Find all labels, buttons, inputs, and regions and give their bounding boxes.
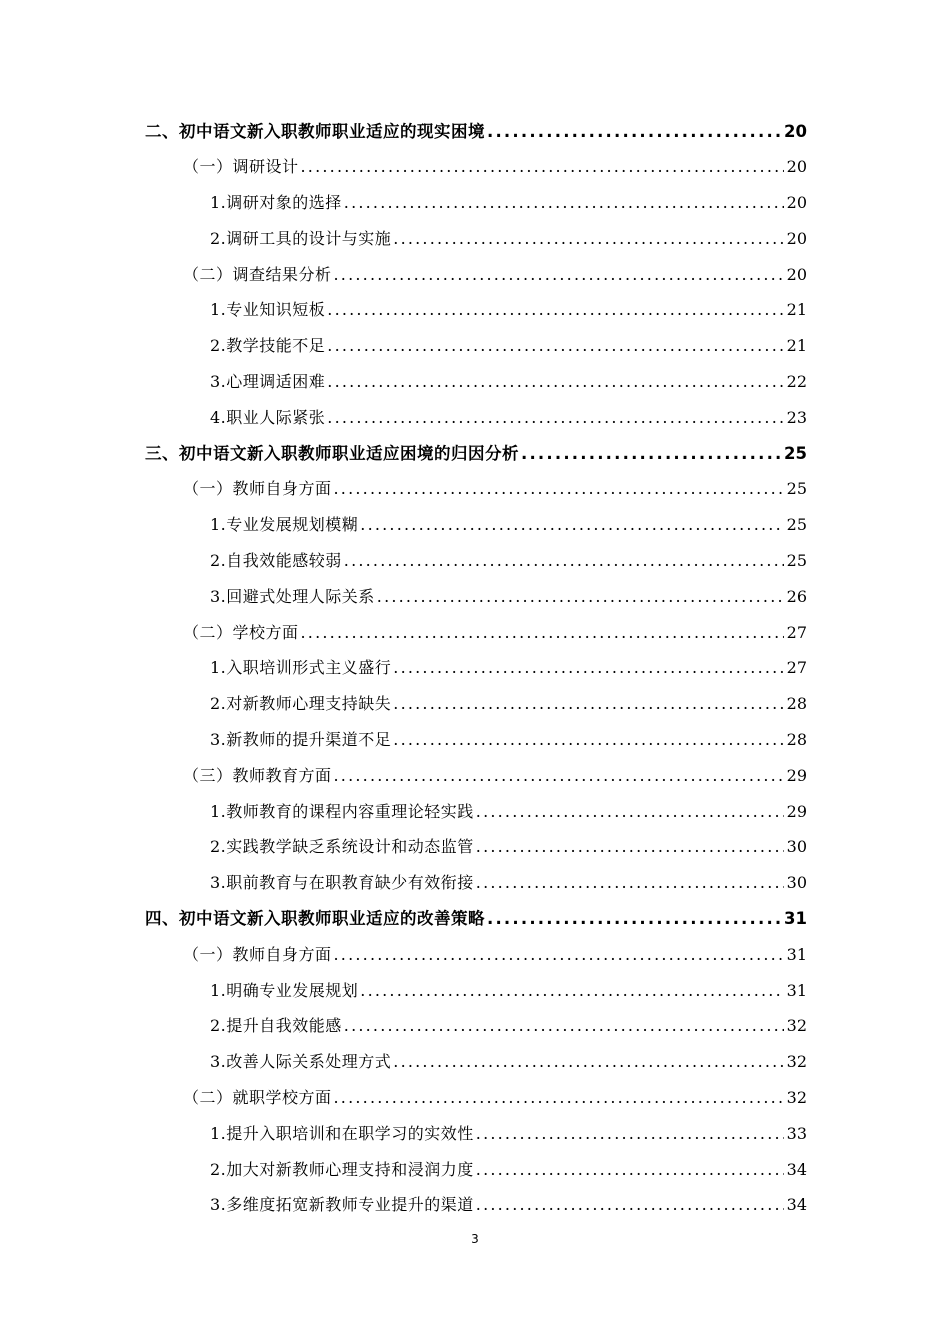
toc-dot-leader	[327, 408, 783, 427]
toc-entry-title: （一）调研设计	[183, 157, 299, 177]
toc-dot-leader	[476, 1124, 784, 1143]
toc-entry-page: 20	[786, 264, 807, 284]
toc-entry-page: 31	[786, 980, 807, 1000]
toc-entry-page: 29	[786, 801, 807, 821]
toc-entry-title: 2.对新教师心理支持缺失	[210, 694, 392, 714]
toc-dot-leader	[393, 229, 783, 248]
toc-entry-content	[210, 548, 807, 571]
toc-entry-title: 1.教师教育的课程内容重理论轻实践	[210, 801, 474, 821]
toc-entry-content	[183, 1085, 807, 1108]
toc-section-entry[interactable]	[0, 613, 950, 649]
toc-subsection-entry[interactable]	[0, 363, 950, 399]
toc-dot-leader	[334, 1088, 784, 1107]
toc-section-entry[interactable]	[0, 756, 950, 792]
toc-entry-page: 29	[786, 765, 807, 785]
toc-entry-page: 25	[784, 444, 807, 464]
toc-entry-title: （三）教师教育方面	[183, 765, 332, 785]
toc-dot-leader	[476, 1195, 784, 1214]
toc-entry-title: 3.多维度拓宽新教师专业提升的渠道	[210, 1195, 474, 1215]
toc-entry-content	[210, 333, 807, 356]
toc-entry-title: 4.职业人际紧张	[210, 407, 326, 427]
toc-subsection-entry[interactable]	[0, 721, 950, 757]
toc-subsection-entry[interactable]	[0, 542, 950, 578]
toc-entry-content	[210, 655, 807, 678]
toc-dot-leader	[327, 372, 783, 391]
toc-entry-page: 25	[786, 479, 807, 499]
toc-dot-leader	[393, 730, 783, 749]
toc-section-entry[interactable]	[0, 1079, 950, 1115]
toc-subsection-entry[interactable]	[0, 219, 950, 255]
toc-dot-leader	[360, 981, 783, 1000]
toc-entry-title: 2.自我效能感较弱	[210, 550, 342, 570]
toc-entry-content	[145, 118, 807, 142]
toc-dot-leader	[334, 766, 784, 785]
toc-entry-page: 27	[786, 658, 807, 678]
toc-entry-page: 32	[786, 1052, 807, 1072]
toc-subsection-entry[interactable]	[0, 577, 950, 613]
toc-entry-content	[210, 1192, 807, 1215]
toc-dot-leader	[476, 873, 784, 892]
toc-entry-content	[210, 512, 807, 535]
toc-dot-leader	[521, 444, 781, 463]
toc-subsection-entry[interactable]	[0, 792, 950, 828]
toc-entry-content	[210, 190, 807, 213]
toc-entry-page: 30	[786, 873, 807, 893]
toc-subsection-entry[interactable]	[0, 506, 950, 542]
toc-dot-leader	[301, 157, 784, 176]
toc-entry-title: 2.调研工具的设计与实施	[210, 228, 392, 248]
toc-entry-content	[210, 226, 807, 249]
toc-entry-page: 26	[786, 586, 807, 606]
toc-subsection-entry[interactable]	[0, 1186, 950, 1222]
toc-entry-content	[183, 262, 807, 285]
toc-entry-content	[210, 691, 807, 714]
toc-entry-page: 28	[786, 729, 807, 749]
toc-entry-title: 3.回避式处理人际关系	[210, 586, 375, 606]
toc-dot-leader	[377, 587, 784, 606]
toc-entry-page: 34	[786, 1195, 807, 1215]
toc-subsection-entry[interactable]	[0, 649, 950, 685]
toc-entry-page: 23	[786, 407, 807, 427]
toc-entry-title: 1.调研对象的选择	[210, 192, 342, 212]
toc-entry-page: 25	[786, 550, 807, 570]
toc-entry-title: 1.专业发展规划模糊	[210, 515, 359, 535]
toc-chapter-entry[interactable]	[0, 900, 950, 936]
toc-entry-title: 二、初中语文新入职教师职业适应的现实困境	[145, 121, 485, 141]
toc-entry-title: （一）教师自身方面	[183, 479, 332, 499]
toc-subsection-entry[interactable]	[0, 1007, 950, 1043]
toc-entry-content	[145, 440, 807, 464]
toc-entry-page: 28	[786, 694, 807, 714]
toc-entry-page: 33	[786, 1123, 807, 1143]
toc-dot-leader	[487, 122, 781, 141]
toc-entry-content	[183, 476, 807, 499]
toc-section-entry[interactable]	[0, 255, 950, 291]
toc-entry-title: （一）教师自身方面	[183, 944, 332, 964]
toc-dot-leader	[327, 300, 783, 319]
toc-entry-content	[145, 905, 807, 929]
toc-entry-content	[210, 727, 807, 750]
toc-entry-page: 20	[786, 157, 807, 177]
toc-entry-page: 20	[786, 228, 807, 248]
toc-dot-leader	[393, 1052, 783, 1071]
toc-subsection-entry[interactable]	[0, 184, 950, 220]
toc-subsection-entry[interactable]	[0, 685, 950, 721]
toc-entry-content	[210, 297, 807, 320]
toc-entry-title: （二）就职学校方面	[183, 1087, 332, 1107]
toc-dot-leader	[476, 802, 784, 821]
toc-entry-page: 34	[786, 1159, 807, 1179]
toc-subsection-entry[interactable]	[0, 864, 950, 900]
toc-entry-title: 3.职前教育与在职教育缺少有效衔接	[210, 873, 474, 893]
toc-entry-content	[210, 1157, 807, 1180]
toc-entry-title: 1.明确专业发展规划	[210, 980, 359, 1000]
toc-entry-page: 20	[786, 192, 807, 212]
toc-dot-leader	[393, 694, 783, 713]
toc-entry-title: 1.入职培训形式主义盛行	[210, 658, 392, 678]
toc-dot-leader	[360, 515, 783, 534]
toc-entry-title: （二）调查结果分析	[183, 264, 332, 284]
toc-entry-title: 3.心理调适困难	[210, 371, 326, 391]
toc-dot-leader	[334, 945, 784, 964]
toc-entry-content	[183, 942, 807, 965]
toc-section-entry[interactable]	[0, 935, 950, 971]
toc-entry-content	[183, 620, 807, 643]
toc-dot-leader	[334, 479, 784, 498]
toc-entry-title: 2.实践教学缺乏系统设计和动态监管	[210, 837, 474, 857]
toc-entry-page: 31	[784, 909, 807, 929]
toc-entry-page: 31	[786, 944, 807, 964]
toc-dot-leader	[476, 837, 784, 856]
toc-dot-leader	[344, 551, 784, 570]
toc-entry-page: 22	[786, 371, 807, 391]
toc-entry-page: 21	[786, 336, 807, 356]
toc-entry-title: 3.新教师的提升渠道不足	[210, 729, 392, 749]
toc-subsection-entry[interactable]	[0, 327, 950, 363]
toc-dot-leader	[327, 336, 783, 355]
toc-subsection-entry[interactable]	[0, 1043, 950, 1079]
table-of-contents	[0, 112, 950, 1222]
toc-entry-page: 30	[786, 837, 807, 857]
toc-subsection-entry[interactable]	[0, 398, 950, 434]
toc-subsection-entry[interactable]	[0, 291, 950, 327]
toc-entry-title: 四、初中语文新入职教师职业适应的改善策略	[145, 909, 485, 929]
toc-dot-leader	[393, 658, 783, 677]
toc-entry-title: 2.教学技能不足	[210, 336, 326, 356]
toc-entry-content	[210, 834, 807, 857]
toc-entry-content	[210, 978, 807, 1001]
toc-entry-title: 三、初中语文新入职教师职业适应困境的归因分析	[145, 444, 519, 464]
toc-chapter-entry[interactable]	[0, 434, 950, 470]
toc-section-entry[interactable]	[0, 470, 950, 506]
toc-entry-content	[183, 763, 807, 786]
toc-dot-leader	[301, 623, 784, 642]
toc-entry-page: 32	[786, 1087, 807, 1107]
toc-entry-title: 3.改善人际关系处理方式	[210, 1052, 392, 1072]
toc-dot-leader	[476, 1160, 784, 1179]
toc-entry-page: 21	[786, 300, 807, 320]
toc-chapter-entry[interactable]	[0, 112, 950, 148]
toc-subsection-entry[interactable]	[0, 828, 950, 864]
toc-dot-leader	[487, 909, 781, 928]
toc-entry-content	[210, 1049, 807, 1072]
toc-entry-content	[210, 799, 807, 822]
toc-entry-title: 1.专业知识短板	[210, 300, 326, 320]
toc-section-entry[interactable]	[0, 148, 950, 184]
toc-entry-content	[210, 1013, 807, 1036]
toc-entry-title: 1.提升入职培训和在职学习的实效性	[210, 1123, 474, 1143]
toc-entry-page: 20	[784, 121, 807, 141]
toc-subsection-entry[interactable]	[0, 1114, 950, 1150]
toc-entry-content	[210, 1121, 807, 1144]
toc-subsection-entry[interactable]	[0, 1150, 950, 1186]
toc-entry-content	[210, 870, 807, 893]
toc-entry-content	[210, 405, 807, 428]
toc-entry-title: 2.加大对新教师心理支持和浸润力度	[210, 1159, 474, 1179]
toc-entry-content	[210, 584, 807, 607]
toc-entry-content	[210, 369, 807, 392]
toc-dot-leader	[344, 193, 784, 212]
toc-entry-page: 25	[786, 515, 807, 535]
toc-subsection-entry[interactable]	[0, 971, 950, 1007]
toc-entry-title: （二）学校方面	[183, 622, 299, 642]
toc-dot-leader	[344, 1016, 784, 1035]
toc-entry-page: 32	[786, 1016, 807, 1036]
toc-dot-leader	[334, 265, 784, 284]
toc-entry-title: 2.提升自我效能感	[210, 1016, 342, 1036]
page-number: 3	[471, 1232, 479, 1246]
toc-entry-content	[183, 154, 807, 177]
toc-entry-page: 27	[786, 622, 807, 642]
